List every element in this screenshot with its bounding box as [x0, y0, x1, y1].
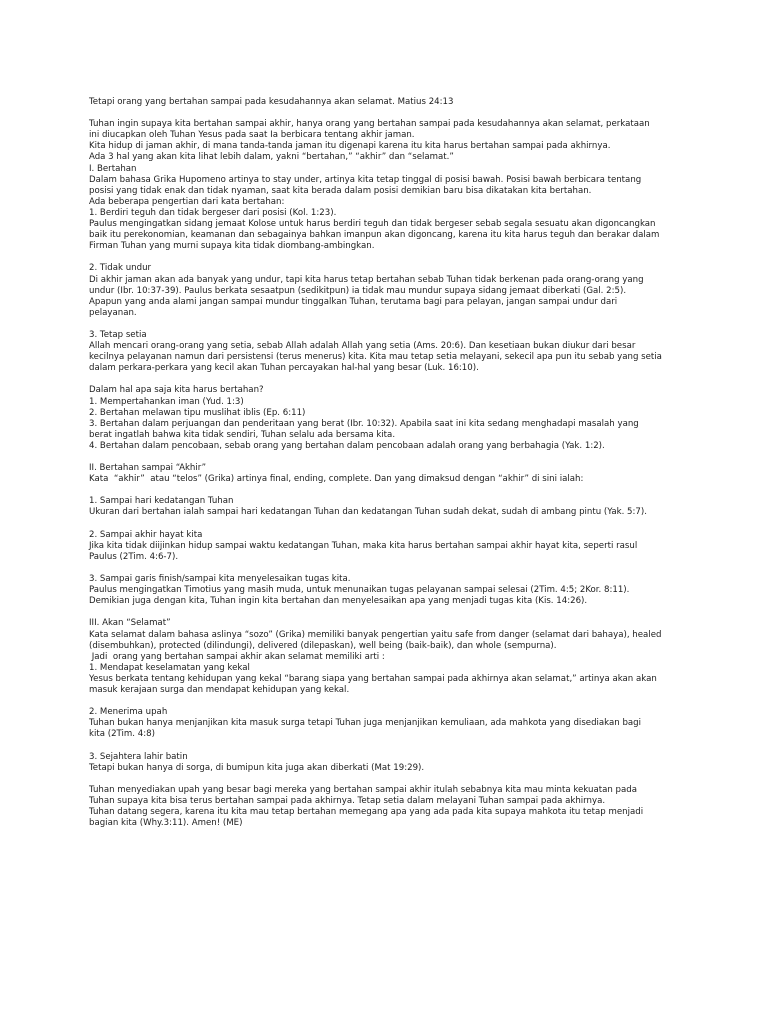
paragraph-gap: [89, 319, 689, 330]
text-line: Tetapi orang yang bertahan sampai pada kesudahannya akan selamat. Matius 24:13: [89, 97, 454, 107]
text-line: I. Bertahan: [89, 163, 137, 174]
text-line: undur (Ibr. 10:37-39). Paulus berkata sesaatpun (sedikitpun) ia tidak mau mundur supaya sidang jemaat diberkati (Gal. 2:5).: [89, 285, 627, 296]
text-line: 3. Sejahtera lahir batin: [89, 751, 188, 762]
paragraph-gap: [89, 374, 689, 385]
text-line: Yesus berkata tentang kehidupan yang kekal “barang siapa yang bertahan sampai pada akhirnya akan selamat,” artinya akan akan: [89, 673, 657, 684]
paragraph-gap: [89, 696, 689, 707]
text-line: ini diucapkan oleh Tuhan Yesus pada saat Ia berbicara tentang akhir jaman.: [89, 130, 415, 141]
paragraph-gap: [89, 774, 689, 785]
text-line: Di akhir jaman akan ada banyak yang undur, tapi kita harus tetap bertahan sebab Tuhan tidak berkenan pada orang-orang yang: [89, 274, 644, 285]
text-line: Kata “akhir” atau “telos” (Grika) artinya final, ending, complete. Dan yang dimaksud dengan “akhir” di sini ialah:: [89, 474, 584, 485]
text-line: Paulus mengingatkan Timotius yang masih muda, untuk menunaikan tugas pelayanan sampai selesai (2Tim. 4:5; 2Kor. 8:11).: [89, 585, 630, 596]
text-line: Ada 3 hal yang akan kita lihat lebih dalam, yakni “bertahan,” “akhir” dan “selamat.”: [89, 152, 454, 163]
text-line: Demikian juga dengan kita, Tuhan ingin kita bertahan dan menyelesaikan apa yang menjadi tugas kita (Kis. 14:26).: [89, 596, 588, 607]
text-line: Firman Tuhan yang murni supaya kita tidak diombang-ambingkan.: [89, 241, 375, 252]
text-line: Kata selamat dalam bahasa aslinya “sozo” (Grika) memiliki banyak pengertian yaitu safe from danger (selamat dari bahaya), healed: [89, 629, 662, 640]
paragraph-gap: [89, 485, 689, 496]
paragraph-gap: [89, 563, 689, 574]
text-line: 4. Bertahan dalam pencobaan, sebab orang yang bertahan dalam pencobaan adalah orang yang berbahagia (Yak. 1:2).: [89, 440, 605, 451]
text-line: 2. Tidak undur: [89, 263, 152, 274]
text-line: berat ingatlah bahwa kita tidak sendiri, Tuhan selalu ada bersama kita.: [89, 429, 396, 440]
text-line: kecilnya pelayanan namun dari persistensi (terus menerus) kita. Kita mau tetap setia melayani, sekecil apa pun itu sebab yang setia: [89, 352, 662, 363]
text-line: Ukuran dari bertahan ialah sampai hari kedatangan Tuhan dan kedatangan Tuhan sudah dekat, sudah di ambang pintu (Yak. 5:7).: [89, 507, 647, 518]
text-line: Dalam hal apa saja kita harus bertahan?: [89, 385, 264, 396]
text-line: 2. Sampai akhir hayat kita: [89, 529, 203, 540]
text-line: II. Bertahan sampai “Akhir”: [89, 463, 207, 474]
paragraph-gap: [89, 519, 689, 530]
text-line: 2. Menerima upah: [89, 707, 168, 718]
text-line: 3. Bertahan dalam perjuangan dan penderitaan yang berat (Ibr. 10:32). Apabila saat ini kita sedang menghadapi masalah yang: [89, 418, 639, 429]
paragraph-gap: [89, 108, 689, 119]
text-line: 2. Bertahan melawan tipu muslihat iblis (Ep. 6:11): [89, 407, 306, 418]
text-line: Tuhan bukan hanya menjanjikan kita masuk surga tetapi Tuhan juga menjanjikan kemuliaan, ada mahkota yang disediakan bagi: [89, 718, 642, 729]
text-line: posisi yang tidak enak dan tidak nyaman, saat kita berada dalam posisi demikian baru bisa dikatakan kita bertahan.: [89, 185, 592, 196]
text-line: Kita hidup di jaman akhir, di mana tanda-tanda jaman itu digenapi karena itu kita harus bertahan sampai pada akhirnya.: [89, 141, 611, 152]
text-line: 1. Sampai hari kedatangan Tuhan: [89, 496, 234, 507]
text-line: baik itu perekonomian, keamanan dan sebagainya bahkan imanpun akan digoncang, karena itu kita harus teguh dan berakar dalam: [89, 230, 660, 241]
text-line: Jika kita tidak diijinkan hidup sampai waktu kedatangan Tuhan, maka kita harus bertahan sampai akhir hayat kita, seperti rasul: [89, 540, 638, 551]
document-body: [89, 97, 689, 829]
paragraph-gap: [89, 252, 689, 263]
text-line: 1. Mendapat keselamatan yang kekal: [89, 662, 250, 673]
text-line: dalam perkara-perkara yang kecil akan Tuhan percayakan hal-hal yang besar (Luk. 16:10).: [89, 363, 479, 374]
text-line: masuk kerajaan surga dan mendapat kehidupan yang kekal.: [89, 684, 350, 695]
text-line: Tuhan ingin supaya kita bertahan sampai akhir, hanya orang yang bertahan sampai pada kesudahannya akan selamat, perkataan: [89, 119, 650, 130]
text-line: Tetapi bukan hanya di sorga, di bumipun kita juga akan diberkati (Mat 19:29).: [89, 762, 425, 773]
text-line: kita (2Tim. 4:8): [89, 729, 155, 740]
text-line: Jadi orang yang bertahan sampai akhir akan selamat memiliki arti :: [89, 651, 385, 662]
text-line: Dalam bahasa Grika Hupomeno artinya to stay under, artinya kita tetap tinggal di posisi bawah. Posisi bawah berbicara tentang: [89, 174, 642, 185]
text-line: III. Akan “Selamat”: [89, 618, 171, 629]
text-line: Allah mencari orang-orang yang setia, sebab Allah adalah Allah yang setia (Ams. 20:6). Dan kesetiaan bukan diukur dari besar: [89, 341, 636, 352]
paragraph-gap: [89, 607, 689, 618]
paragraph-gap: [89, 740, 689, 751]
text-line: Tuhan menyediakan upah yang besar bagi mereka yang bertahan sampai akhir itulah sebabnya kita mau minta kekuatan pada: [89, 784, 637, 795]
text-line: Paulus (2Tim. 4:6-7).: [89, 551, 179, 562]
text-line: 1. Mempertahankan iman (Yud. 1:3): [89, 396, 244, 407]
text-line: bagian kita (Why.3:11). Amen! (ME): [89, 818, 243, 829]
text-line: Tuhan supaya kita bisa terus bertahan sampai pada akhirnya. Tetap setia dalam melayani Tuhan sampai pada akhirnya.: [89, 795, 606, 806]
text-line: Ada beberapa pengertian dari kata bertahan:: [89, 196, 285, 207]
text-line: 3. Sampai garis finish/sampai kita menyelesaikan tugas kita.: [89, 574, 351, 585]
paragraph-gap: [89, 452, 689, 463]
text-line: 1. Berdiri teguh dan tidak bergeser dari posisi (Kol. 1:23).: [89, 207, 337, 218]
text-line: Apapun yang anda alami jangan sampai mundur tinggalkan Tuhan, terutama bagi para pelayan, jangan sampai undur dari: [89, 296, 618, 307]
text-line: Paulus mengingatkan sidang jemaat Kolose untuk harus berdiri teguh dan tidak bergeser sebab segala sesuatu akan digoncangkan: [89, 219, 656, 230]
text-line: 3. Tetap setia: [89, 329, 147, 340]
text-line: (disembuhkan), protected (dilindungi), delivered (dilepaskan), well being (baik-baik), dan whole (sempurna).: [89, 640, 557, 651]
text-line: Tuhan datang segera, karena itu kita mau tetap bertahan memegang apa yang ada pada kita supaya mahkota itu tetap menjadi: [89, 807, 644, 817]
text-line: pelayanan.: [89, 307, 137, 318]
